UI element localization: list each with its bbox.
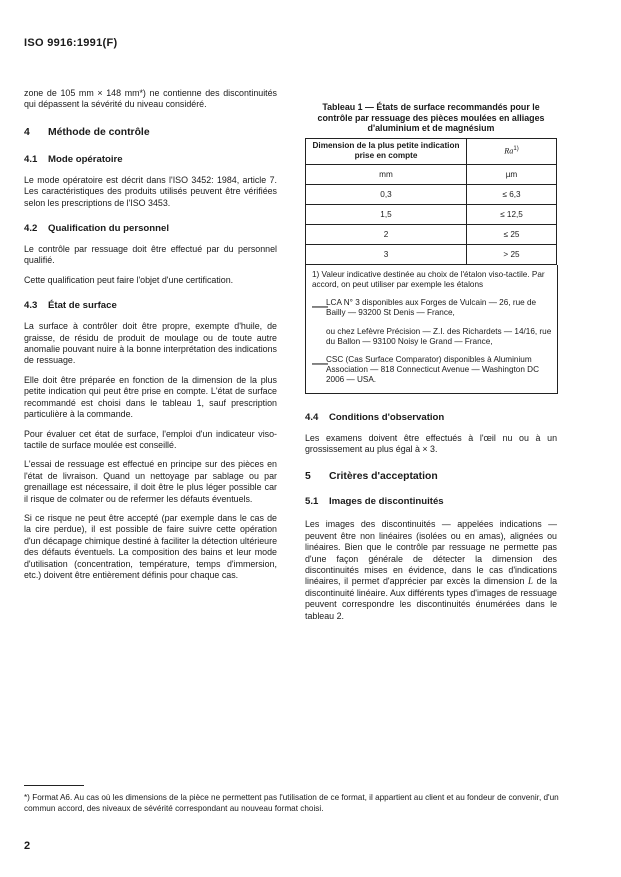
paragraph: Si ce risque ne peut être accepté (par exemple dans le cas de la cire perdue), il est possible de faire suivre cette opération d'un décapage chimique destiné à faciliter la détection ultérieure des défauts éventuels. La composition des bains et leur mode d'utilisation (concentration, température, temps d'immersion, etc.) doivent être entièrement définis pour chaque cas. bbox=[24, 512, 277, 580]
paragraph: Pour évaluer cet état de surface, l'emploi d'un indicateur viso-tactile de surface moulée est conseillé. bbox=[24, 428, 277, 450]
paragraph: Les examens doivent être effectués à l'œil nu ou à un grossissement au plus égal à × 3. bbox=[305, 432, 557, 455]
table-row bbox=[306, 224, 557, 244]
table-row bbox=[306, 244, 557, 264]
table-1-title: Tableau 1 — États de surface recommandés pour le contrôle par ressuage des pièces moulées en alliages d'aluminium et de magnésium bbox=[317, 102, 545, 134]
section-4-4-heading bbox=[305, 412, 557, 423]
column-header-ra bbox=[467, 138, 557, 164]
dash: — bbox=[312, 298, 328, 316]
footnote: *) Format A6. Au cas où les dimensions de la pièce ne permettent pas l'utilisation de ce format, il appartient au client et au fondeur de convenir, d'un commun accord, des niveaux de sévérité correspondant au nouveau format choisi. bbox=[24, 793, 559, 813]
list-item-text: LCA N° 3 disponibles aux Forges de Vulcain — 26, rue de Bailly — 93200 St Denis — France, bbox=[326, 298, 537, 318]
table-note bbox=[305, 265, 558, 394]
section-number: 4 bbox=[24, 126, 30, 138]
page-number: 2 bbox=[24, 840, 31, 852]
paragraph: Elle doit être préparée en fonction de la dimension de la plus petite indication qui peut être prise en compte. L'état de surface recommandé est choisi dans le tableau 1, sauf prescription particulière à la commande. bbox=[24, 374, 277, 420]
section-number: 4.1 bbox=[24, 153, 38, 165]
section-number: 5.1 bbox=[305, 496, 319, 508]
dimension-cell: 1,5 bbox=[306, 204, 467, 224]
ra-cell: > 25 bbox=[467, 244, 557, 264]
section-4-heading bbox=[24, 127, 277, 138]
table-row bbox=[306, 184, 557, 204]
dimension-cell: 0,3 bbox=[306, 184, 467, 204]
section-number: 4.2 bbox=[24, 223, 38, 235]
section-title: Conditions d'observation bbox=[329, 411, 445, 423]
paragraph-text: Les images des discontinuités — appelées indications — peuvent être non linéaires (isolées ou en amas), alignées ou linéaires. Bien que le contrôle par ressuage ne permette pas d'une façon générale de détecter la dimension des discontinuités mises en évidence, dans le cas d'indications linéaires, il permet d'apprécier par excès la dimension bbox=[305, 519, 557, 587]
dimension-symbol: L bbox=[528, 576, 533, 587]
paragraph bbox=[305, 519, 557, 622]
intro-paragraph: zone de 105 mm × 148 mm*) ne contienne des discontinuités qui dépassent la sévérité du niveau considéré. bbox=[24, 88, 277, 110]
page-header: ISO 9916:1991(F) bbox=[24, 37, 118, 49]
ra-cell: ≤ 25 bbox=[467, 224, 557, 244]
list-item-text: CSC (Cas Surface Comparator) disponibles à Aluminium Association — 818 Connecticut Avenue — Washington DC 2006 — USA. bbox=[326, 355, 539, 385]
left-column bbox=[24, 88, 277, 581]
paragraph: Le contrôle par ressuage doit être effectué par du personnel qualifié. bbox=[24, 244, 277, 266]
unit-cell: mm bbox=[306, 164, 467, 184]
section-title: Méthode de contrôle bbox=[48, 126, 150, 138]
paragraph-text: de la discontinuité linéaire. Aux différents types d'images de ressuage peuvent correspondre les discontinuités énumérées dans le tableau 2. bbox=[305, 576, 558, 621]
ra-cell: ≤ 6,3 bbox=[467, 184, 557, 204]
paragraph: Cette qualification peut faire l'objet d'une certification. bbox=[24, 274, 234, 285]
ra-symbol: Ra bbox=[504, 147, 514, 157]
paragraph: L'essai de ressuage est effectué en principe sur des pièces en l'état de livraison. Quand un nettoyage par sablage ou par grenaillage est nécessaire, il doit être le plus léger possible car il risque de colmater ou de refermer les défauts éventuels. bbox=[24, 459, 277, 504]
section-title: Images de discontinuités bbox=[329, 496, 444, 508]
list-item bbox=[312, 355, 552, 386]
ra-cell: ≤ 12,5 bbox=[467, 204, 557, 224]
table-row bbox=[306, 204, 557, 224]
section-4-2-heading bbox=[24, 223, 277, 234]
section-number: 4.3 bbox=[24, 300, 38, 312]
section-title: Critères d'acceptation bbox=[329, 471, 438, 483]
section-title: État de surface bbox=[48, 300, 117, 312]
note-text: 1) Valeur indicative destinée au choix de l'étalon viso-tactile. Par accord, on peut utiliser par exemple les étalons bbox=[312, 269, 545, 289]
footnote-divider bbox=[24, 785, 84, 786]
section-title: Mode opératoire bbox=[48, 153, 123, 165]
section-5-1-heading bbox=[305, 496, 557, 507]
list-item bbox=[312, 298, 552, 318]
dimension-cell: 3 bbox=[306, 244, 467, 264]
section-4-1-heading bbox=[24, 154, 277, 165]
dimension-cell: 2 bbox=[306, 224, 467, 244]
list-item-text: ou chez Lefèvre Précision — Z.I. des Richardets — 14/16, rue du Ballon — 93100 Noisy le Grand — France, bbox=[326, 326, 552, 346]
section-number: 5 bbox=[305, 471, 311, 483]
dash: — bbox=[312, 355, 328, 372]
paragraph: La surface à contrôler doit être propre, exempte d'huile, de graisse, de résidu de produit de moulage ou de toute autre anomalie pouvant nuire à la bonne interprétation des indications de ressuage. bbox=[24, 321, 277, 366]
table-1 bbox=[305, 138, 557, 265]
section-number: 4.4 bbox=[305, 411, 319, 423]
section-title: Qualification du personnel bbox=[48, 223, 169, 235]
unit-cell: µm bbox=[467, 164, 557, 184]
list-item bbox=[312, 327, 552, 347]
paragraph: Le mode opératoire est décrit dans l'ISO 3452: 1984, article 7. Les caractéristiques des produits utilisés peuvent être vérifiées selon les prescriptions de l'ISO 3453. bbox=[24, 174, 277, 208]
column-header-dimension: Dimension de la plus petite indication prise en compte bbox=[306, 138, 467, 164]
ra-footnote-mark: 1) bbox=[513, 146, 519, 153]
right-column bbox=[305, 102, 557, 622]
section-4-3-heading bbox=[24, 300, 277, 311]
section-5-heading bbox=[305, 471, 557, 482]
